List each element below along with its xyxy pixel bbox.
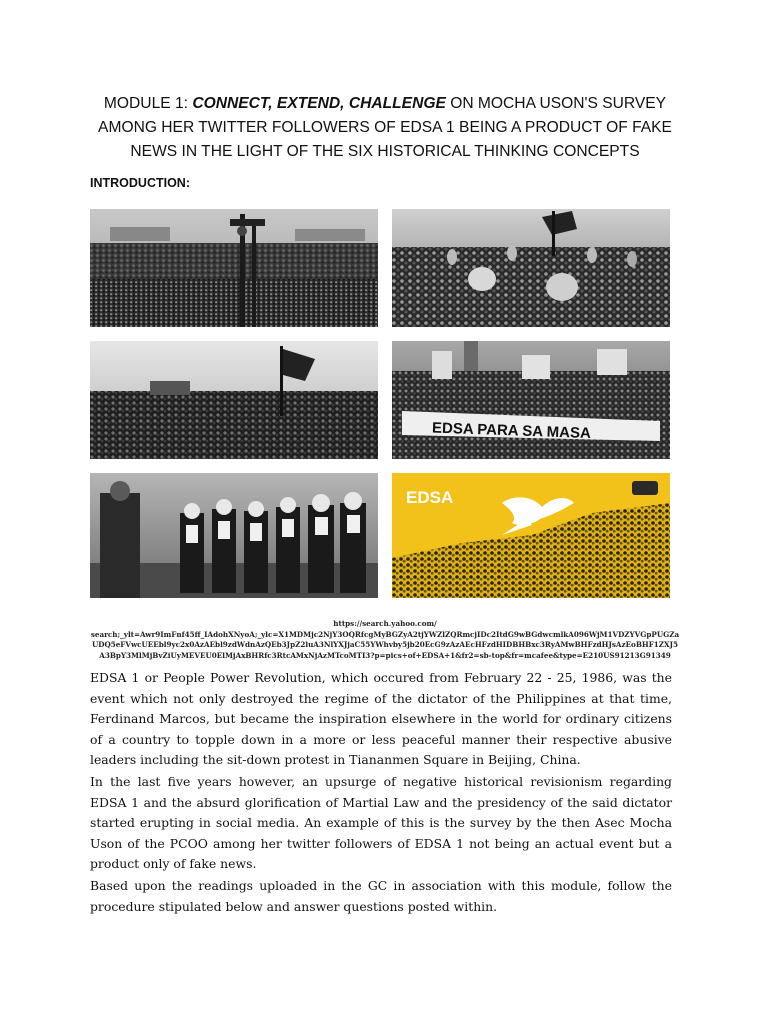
photo-nuns-soldiers	[90, 473, 378, 598]
module-title	[80, 92, 690, 164]
photo-edsa-poster	[392, 473, 670, 598]
image-source-citation	[88, 619, 682, 661]
banner-text: EDSA PARA SA MASA	[431, 419, 592, 443]
introduction-heading: INTRODUCTION:	[90, 176, 190, 190]
photo-raised-fists	[392, 209, 670, 327]
paragraph-3: Based upon the readings uploaded in the GC in association with this module, follow the procedure stipulated below and answer questions posted within.	[90, 878, 672, 914]
poster-title: EDSA	[406, 488, 454, 507]
photo-crowd-tower	[90, 209, 378, 327]
source-line-3[interactable]: UDQ5eFVwcUEEbl9yc2x0AzAEbl9zdWdnAzQEb3JpZ2luA3NlYXJjaC55YWhvby5jb20EcG9zAzAEcHFzdHIDBHBxc3RyAMwBHFzdHJsAzEoBHF1ZXJ5	[91, 640, 679, 649]
source-line-4[interactable]: A3BpY3MlMjBvZiUyMEVEU0ElMjAxBHRfc3RtcAMxNjAzMTcoMTI3?p=pics+of+EDSA+1&fr2=sb-top&fr=mcafee&type=E210US91213G91349	[99, 650, 671, 660]
paragraph-1: EDSA 1 or People Power Revolution, which occured from February 22 - 25, 1986, was the event which not only destroyed the regime of the dictator of the Philippines at that time, Ferdinand Marcos, but became the inspiration elsewhere in the world for ordinary citizens of a country to topple down in a more or less peaceful manner their respective abusive leaders including the sit-down protest in Tiananmen Square in Beijing, China.	[90, 670, 672, 767]
title-emphasis: CONNECT, EXTEND, CHALLENGE	[192, 95, 446, 112]
title-rest: ON MOCHA USON'S SURVEY AMONG HER TWITTER FOLLOWERS OF EDSA 1 BEING A PRODUCT OF FAKE NEWS IN THE LIGHT OF THE SIX HISTORICAL THINKING CONCEPTS	[98, 95, 672, 160]
source-line-2[interactable]: search;_ylt=Awr9ImFnf45ff_IAdohXNyoA;_ylc=X1MDMjc2NjY3OQRfcgMyBGZyA2tjYWZlZQRmcjIDc2ItdG9wBGdwcmlkA096WjM1VDZYVGpPUGZa	[90, 629, 680, 639]
source-line-1[interactable]: https://search.yahoo.com/	[333, 619, 437, 628]
photo-crowd-flag	[90, 341, 378, 459]
title-lead: MODULE 1:	[103, 95, 193, 112]
photo-banner-rally	[392, 341, 670, 459]
paragraph-2: In the last five years however, an upsurge of negative historical revisionism regarding EDSA 1 and the absurd glorification of Martial Law and the presidency of the said dictator started erupting in social media. An example of this is the survey by the then Asec Mocha Uson of the PCOO among her twitter followers of EDSA 1 not being an actual event but a product only of fake news.	[90, 774, 672, 871]
